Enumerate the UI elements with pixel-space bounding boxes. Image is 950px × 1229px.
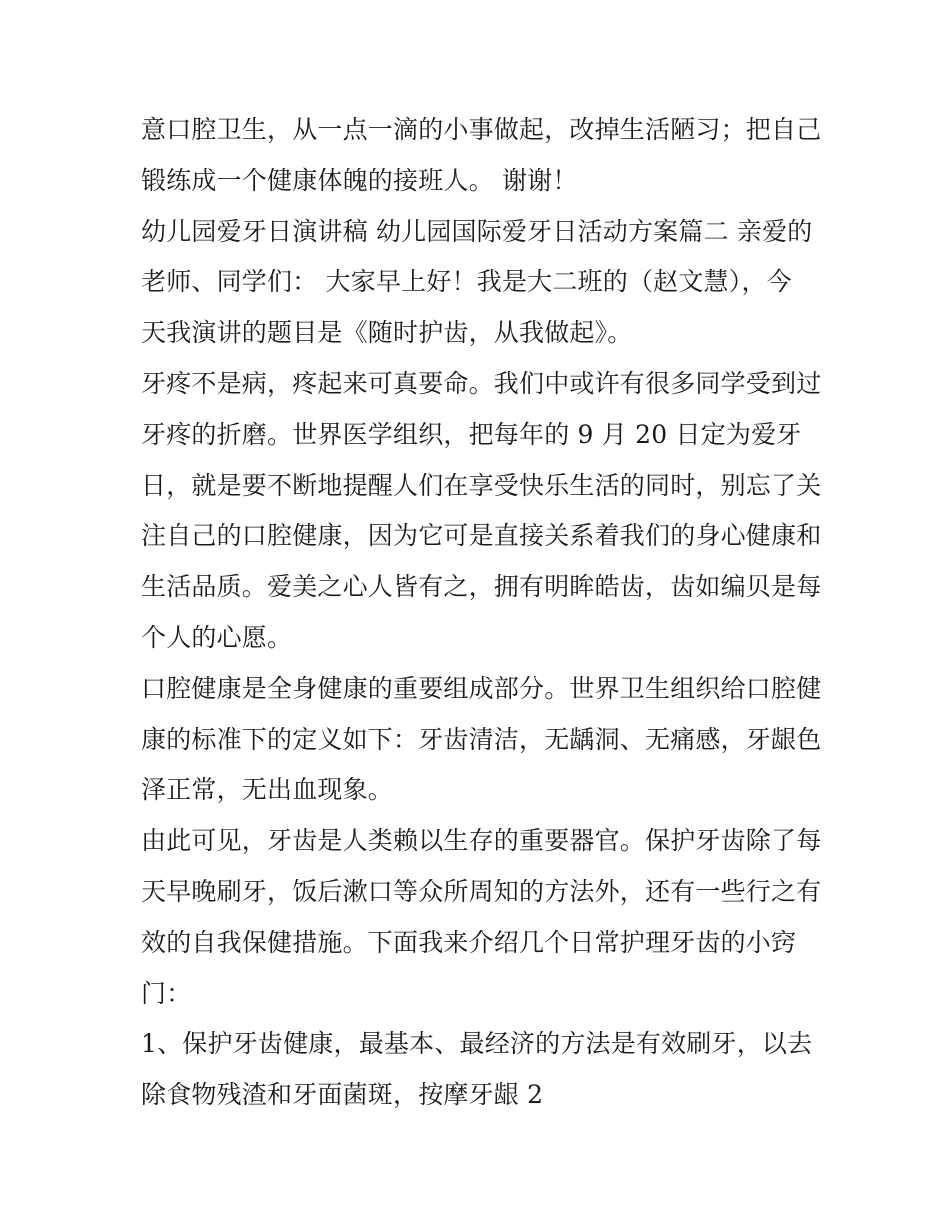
text-line: 1、保护牙齿健康，最基本、最经济的方法是有效刷牙，以去 — [141, 1029, 813, 1059]
text-line: 天我演讲的题目是《随时护齿，从我做起》。 — [141, 318, 633, 348]
text-line: 门： — [141, 978, 192, 1008]
text-line: 牙疼的折磨。世界医学组织，把每年的 9 月 20 日定为爱牙 — [141, 419, 802, 449]
text-line: 康的标准下的定义如下：牙齿清洁，无龋洞、无痛感，牙龈色 — [141, 724, 822, 754]
text-line: 个人的心愿。 — [141, 622, 293, 652]
text-line: 由此可见，牙齿是人类赖以生存的重要器官。保护牙齿除了每 — [141, 826, 822, 856]
text-line: 生活品质。爱美之心人皆有之，拥有明眸皓齿，齿如编贝是每 — [141, 572, 822, 602]
text-line: 锻练成一个健康体魄的接班人。 谢谢！ — [141, 165, 578, 195]
text-line: 注自己的口腔健康，因为它可是直接关系着我们的身心健康和 — [141, 521, 822, 551]
text-line: 口腔健康是全身健康的重要组成部分。世界卫生组织给口腔健 — [141, 673, 822, 703]
text-line: 天早晚刷牙，饭后漱口等众所周知的方法外，还有一些行之有 — [141, 876, 822, 906]
text-line: 日，就是要不断地提醒人们在享受快乐生活的同时，别忘了关 — [141, 470, 822, 500]
text-line: 泽正常，无出血现象。 — [141, 775, 394, 805]
text-line: 老师、同学们： 大家早上好！我是大二班的（赵文慧），今 — [141, 267, 792, 297]
text-line: 幼儿园爱牙日演讲稿 幼儿园国际爱牙日活动方案篇二 亲爱的 — [141, 216, 813, 246]
text-line: 牙疼不是病，疼起来可真要命。我们中或许有很多同学受到过 — [141, 368, 822, 398]
text-line: 效的自我保健措施。下面我来介绍几个日常护理牙齿的小窍 — [141, 927, 797, 957]
document-body — [141, 105, 821, 1121]
text-line: 除食物残渣和牙面菌斑，按摩牙龈 2 — [141, 1080, 544, 1110]
text-line: 意口腔卫生，从一点一滴的小事做起，改掉生活陋习；把自己 — [141, 115, 822, 144]
